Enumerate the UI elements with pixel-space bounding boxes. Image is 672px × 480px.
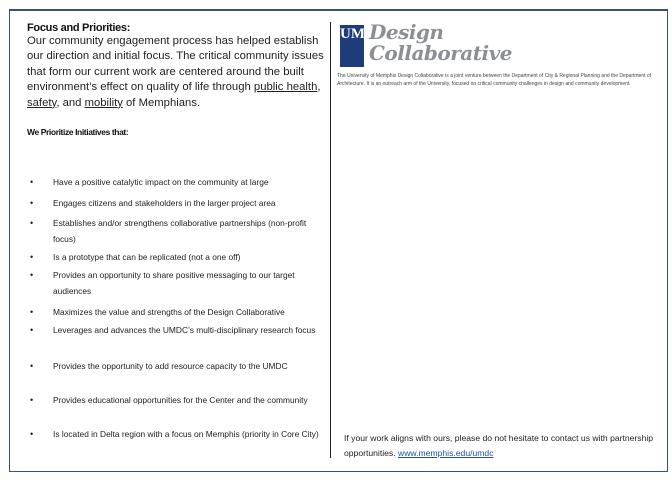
um-logo-mark: UM [340,25,364,67]
list-item: • Provides the opportunity to add resource capacity to the UMDC [27,358,328,374]
focus-section [27,22,327,137]
focus-paragraph [27,34,327,111]
list-item: • Have a positive catalytic impact on the community at large [27,174,328,190]
logo-wordmark [369,22,512,64]
list-item: • Is a prototype that can be replicated (not a one off) [27,249,328,265]
safety-text: safety [27,96,57,109]
list-item: • Maximizes the value and strengths of the Design Collaborative [27,304,328,320]
contact-message: If your work aligns with ours, please do not hesitate to contact us with partnership opportunities. [344,433,654,458]
website-link[interactable]: www.memphis.edu/umdc [397,448,494,458]
list-item: • Engages citizens and stakeholders in the larger project area [27,195,328,211]
list-item: • Leverages and advances the UMDC’s multi-disciplinary research focus [27,322,328,338]
logo-line2: Collaborative [369,41,512,65]
priorities-heading: We Prioritize Initiatives that: [27,127,129,138]
section-heading: Focus and Priorities: [27,22,131,34]
column-divider [330,22,331,458]
list-item: • Establishes and/or strengthens collaborative partnerships (non-profit focus) [27,215,328,247]
logo-line1: Design [369,20,444,44]
public-health-text: public health [253,81,318,94]
about-blurb: The University of Memphis Design Collaborative is a joint venture between the Department of City & Regional Planning and the Department of Architecture. It is an outreach arm of the University, focused on critical community challenges in design and community development. [337,73,652,87]
mobility-text: mobility [84,96,123,109]
list-item: • Provides an opportunity to share positive messaging to our target audiences [27,267,328,299]
list-item: • Is located in Delta region with a focus on Memphis (priority in Core City) [27,426,328,442]
list-item: • Provides educational opportunities for the Center and the community [27,392,328,408]
text: Our community engagement process has helped establish our direction and initial focus. The critical community issues that form our current work are centered around the built environment’s effect on quality of life through [27,35,324,94]
text: , [317,81,321,94]
contact-text [344,431,664,461]
text: , and [56,96,85,109]
text: of Memphians. [122,96,201,109]
